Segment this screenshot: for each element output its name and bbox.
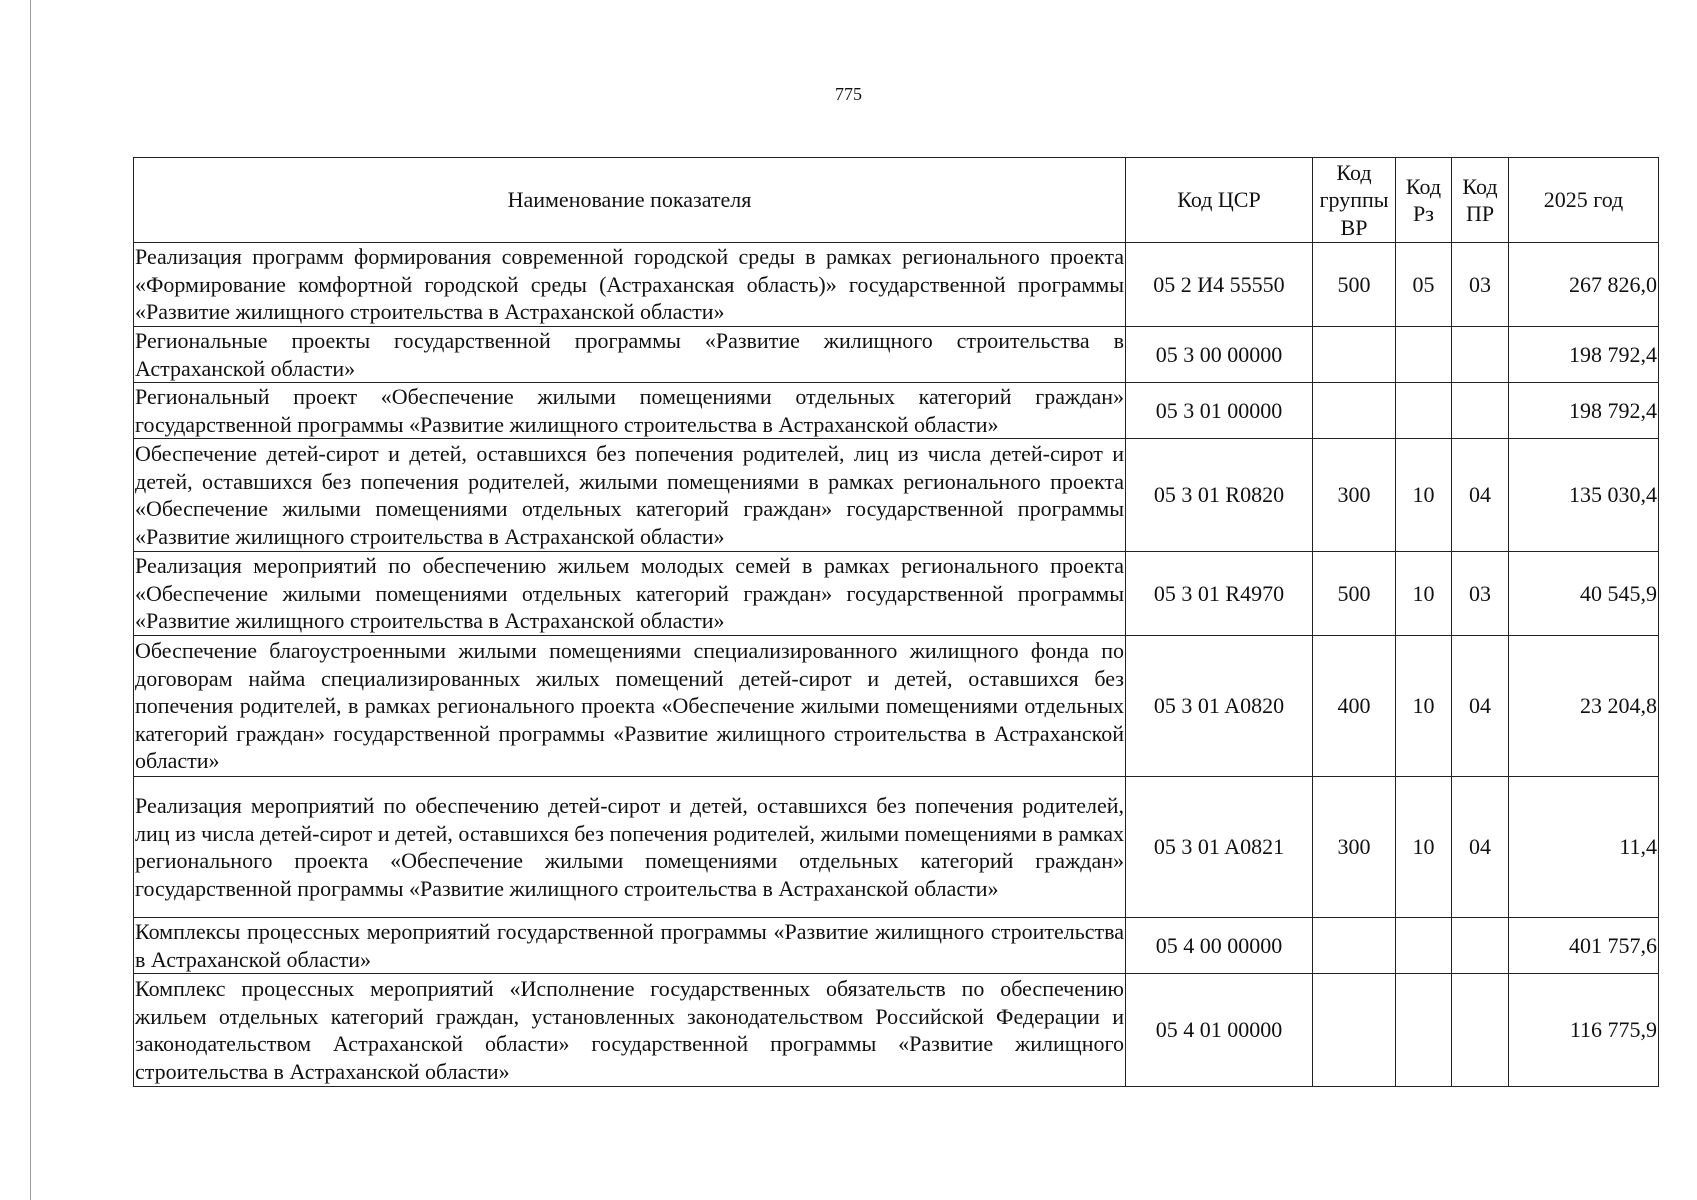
row-amount: 267 826,0 xyxy=(1509,243,1659,327)
table-row xyxy=(134,777,1659,918)
row-csr: 05 3 01 A0821 xyxy=(1126,777,1313,918)
table-row xyxy=(134,327,1659,383)
row-rz xyxy=(1396,383,1452,439)
row-vr xyxy=(1313,918,1396,974)
table-row xyxy=(134,383,1659,439)
budget-table xyxy=(133,157,1659,1087)
row-csr: 05 3 01 00000 xyxy=(1126,383,1313,439)
header-name: Наименование показателя xyxy=(134,158,1126,243)
row-rz xyxy=(1396,918,1452,974)
header-vr: Код группы ВР xyxy=(1313,158,1396,243)
row-csr: 05 3 01 R0820 xyxy=(1126,439,1313,552)
row-pr xyxy=(1452,918,1509,974)
row-vr: 500 xyxy=(1313,243,1396,327)
row-name: Обеспечение детей-сирот и детей, оставшихся без попечения родителей, лиц из числа детей-сирот и детей, оставшихся без попечения родителей, жилыми помещениями в рамках регионального проекта «Обеспечение жилыми помещениями отдельных категорий граждан» государственной программы «Развитие жилищного строительства в Астраханской области» xyxy=(134,439,1126,552)
row-pr: 04 xyxy=(1452,777,1509,918)
table-row xyxy=(134,243,1659,327)
header-pr: Код ПР xyxy=(1452,158,1509,243)
row-name: Региональный проект «Обеспечение жилыми помещениями отдельных категорий граждан» государственной программы «Развитие жилищного строительства в Астраханской области» xyxy=(135,384,1124,437)
row-pr: 04 xyxy=(1452,636,1509,777)
header-rz: Код Рз xyxy=(1396,158,1452,243)
row-name: Реализация программ формирования современной городской среды в рамках регионального проекта «Формирование комфортной городской среды (Астраханская область)» государственной программы «Развитие жилищного строительства в Астраханской области» xyxy=(134,243,1126,327)
table-row xyxy=(134,918,1659,974)
row-pr xyxy=(1452,974,1509,1087)
row-name: Комплексы процессных мероприятий государственной программы «Развитие жилищного строительства в Астраханской области» xyxy=(135,919,1124,972)
row-amount: 401 757,6 xyxy=(1509,918,1659,974)
row-csr: 05 3 01 A0820 xyxy=(1126,636,1313,777)
table-row xyxy=(134,636,1659,777)
row-rz: 10 xyxy=(1396,439,1452,552)
row-csr: 05 3 00 00000 xyxy=(1126,327,1313,383)
row-csr: 05 3 01 R4970 xyxy=(1126,552,1313,636)
row-amount: 135 030,4 xyxy=(1509,439,1659,552)
row-pr xyxy=(1452,327,1509,383)
row-vr xyxy=(1313,974,1396,1087)
row-name: Реализация мероприятий по обеспечению детей-сирот и детей, оставшихся без попечения родителей, лиц из числа детей-сирот и детей, оставшихся без попечения родителей, жилыми помещениями в рамках регионального проекта «Обеспечение жилыми помещениями отдельных категорий граждан» государственной программы «Развитие жилищного строительства в Астраханской области» xyxy=(134,777,1126,918)
row-pr: 03 xyxy=(1452,243,1509,327)
row-csr: 05 2 И4 55550 xyxy=(1126,243,1313,327)
row-vr xyxy=(1313,383,1396,439)
row-csr: 05 4 01 00000 xyxy=(1126,974,1313,1087)
row-amount: 40 545,9 xyxy=(1509,552,1659,636)
row-name: Реализация мероприятий по обеспечению жильем молодых семей в рамках регионального проекта «Обеспечение жилыми помещениями отдельных категорий граждан» государственной программы «Развитие жилищного строительства в Астраханской области» xyxy=(134,552,1126,636)
row-rz: 10 xyxy=(1396,777,1452,918)
header-year: 2025 год xyxy=(1509,158,1659,243)
row-vr: 500 xyxy=(1313,552,1396,636)
row-pr: 03 xyxy=(1452,552,1509,636)
row-name: Комплекс процессных мероприятий «Исполнение государственных обязательств по обеспечению жильем отдельных категорий граждан, установленных законодательством Российской Федерации и законодательством Астраханской области» государственной программы «Развитие жилищного строительства в Астраханской области» xyxy=(134,974,1126,1087)
row-amount: 23 204,8 xyxy=(1509,636,1659,777)
table-row xyxy=(134,552,1659,636)
page-number: 775 xyxy=(835,84,862,104)
row-vr xyxy=(1313,327,1396,383)
page-margin-line xyxy=(30,0,31,1200)
row-amount: 116 775,9 xyxy=(1509,974,1659,1087)
table-body xyxy=(134,243,1659,1087)
row-pr: 04 xyxy=(1452,439,1509,552)
table-header-row xyxy=(134,158,1659,243)
row-pr xyxy=(1452,383,1509,439)
table-row xyxy=(134,974,1659,1087)
row-vr: 300 xyxy=(1313,777,1396,918)
row-amount: 198 792,4 xyxy=(1509,327,1659,383)
table-row xyxy=(134,439,1659,552)
row-name: Обеспечение благоустроенными жилыми помещениями специализированного жилищного фонда по договорам найма специализированных жилых помещений детей-сирот и детей, оставшихся без попечения родителей, в рамках регионального проекта «Обеспечение жилыми помещениями отдельных категорий граждан» государственной программы «Развитие жилищного строительства в Астраханской области» xyxy=(134,636,1126,777)
row-amount: 198 792,4 xyxy=(1509,383,1659,439)
row-rz: 10 xyxy=(1396,552,1452,636)
row-csr: 05 4 00 00000 xyxy=(1126,918,1313,974)
row-rz: 10 xyxy=(1396,636,1452,777)
row-rz xyxy=(1396,974,1452,1087)
row-rz xyxy=(1396,327,1452,383)
row-name: Региональные проекты государственной программы «Развитие жилищного строительства в Астраханской области» xyxy=(135,328,1124,381)
row-rz: 05 xyxy=(1396,243,1452,327)
row-vr: 400 xyxy=(1313,636,1396,777)
row-vr: 300 xyxy=(1313,439,1396,552)
header-csr: Код ЦСР xyxy=(1126,158,1313,243)
row-amount: 11,4 xyxy=(1509,777,1659,918)
